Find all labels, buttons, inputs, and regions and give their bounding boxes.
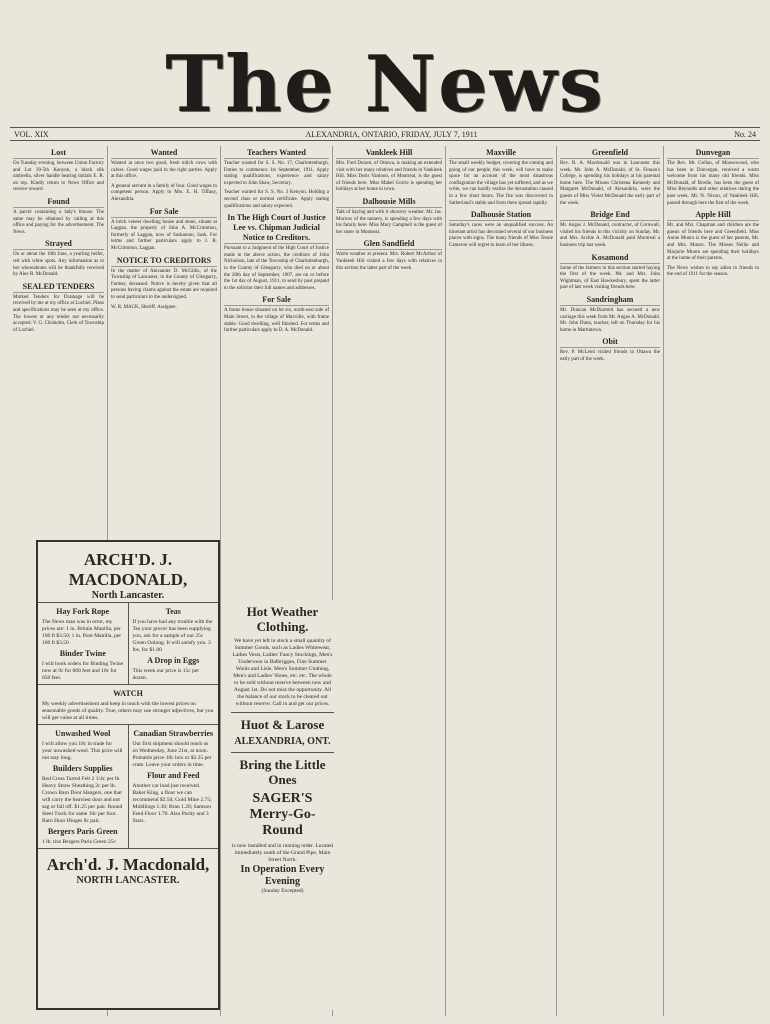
ad-heading-teas: Teas — [165, 607, 181, 616]
article-sandringham: Mr. Duncan McDiarmid has secured a new carriage this week from Mr. Angus A. McDonald. Mr. John Dunn, teacher, left on Thursday for his home in Martintown. — [560, 307, 660, 333]
ad-heading-bergers: Bergers Paris Green — [47, 827, 118, 836]
heading-apple-hill: Apple Hill — [667, 210, 759, 221]
ad-cell-rope — [38, 602, 128, 684]
article-found: A parcel containing a lady's blouse. The same may be obtained by calling at this office and paying for the advertisement. The News. — [13, 209, 104, 235]
place-date-label: ALEXANDRIA, ONTARIO, FRIDAY, JULY 7, 1911 — [305, 129, 478, 139]
ad-row-watch — [38, 684, 218, 724]
ad-subtitle: North Lancaster. — [91, 590, 165, 601]
ad-title: ARCH'D. J. MACDONALD, — [68, 550, 188, 589]
heading-for-sale: For Sale — [111, 207, 217, 218]
volume-label: VOL. XIX — [14, 129, 49, 139]
ad-text-twine: I will book orders for Binding Twine now at 9c for 600 feet and 10c for 650 feet. — [42, 661, 124, 681]
article-kosamond: Some of the farmers in this section started haying the first of the week. Mr. and Mrs. John Wightman, of East Hawkesbury, spent the latter part of last week visiting friends here. — [560, 265, 660, 291]
ad-text-teas: If you have had any trouble with the Tea your grocer has been supplying you, ask for a sample of our 25c Green Oolong. It will satisfy you. 3 lbs. for $1.00 — [132, 619, 213, 653]
ad-heading-flour: Flour and Feed — [147, 771, 200, 780]
heading-found: Found — [13, 197, 104, 208]
ad-text-bergers: 1 lb. tins Bergers Paris Green 25c — [42, 839, 116, 845]
closing-note: The News wishes to say adieu to friends in the end of 1911 for the season. — [667, 265, 759, 278]
ad-text-strawberries: Our first shipment should reach us on Wednesday, June 21st, at noon. Probable price 10c box or $2.25 per crate. Leave your orders in time. — [132, 741, 212, 768]
hot-text-weather: We have yet left in stock a small quantity of Summer Goods, such as Ladies Whitewear, Ladies Vests, Ladies' Fancy Stockings, Men's Underwear in Balbriggan, Fine Summer Wools and Lisle, Men's Summer Clothing, Men's and Ladies' Shoes, etc. etc. The whole to be sold without reserve between now and August 1st. Do not miss the opportunity. All the balance of our stock to be cleared out without reserve. Call in and get our prices. — [232, 638, 333, 707]
heading-wanted: Wanted — [111, 148, 217, 159]
hot-divider-2 — [231, 752, 334, 753]
hot-heading-firm: Huot & Larose — [240, 717, 325, 732]
heading-greenfield: Greenfield — [560, 148, 660, 159]
ad-heading-twine: Binder Twine — [59, 649, 106, 658]
article-wanted-2: A general servant in a family of four. Good wages to competent person. Apply to Mrs. E. H. Tiffany, Alexandria. — [111, 183, 217, 202]
article-bridge-end: Mr. Angus J. McDonald, contractor, of Cornwall, visited his friends in this vicinity on Sunday. Mr. and Mrs. Archie A. McDonald paid Montreal a business trip last week. — [560, 223, 660, 248]
heading-teachers-wanted: Teachers Wanted — [224, 148, 329, 159]
article-wanted: Wanted at once two good, fresh milch cows with calves. Good wages paid to the right parties. Apply at this office. — [111, 161, 217, 180]
heading-notice-to-creditors: NOTICE TO CREDITORS — [111, 256, 217, 267]
ad-cell-watch — [38, 684, 218, 724]
masthead-title: The News — [165, 39, 605, 130]
article-dalhousie-station: Saturday's races were an unqualified success. An itinerant artist has decorated several of our business places with signs. The many friends of Miss Tessie Cameron will regret to learn of her illness. — [449, 223, 553, 248]
heading-glen-sandfield: Glen Sandfield — [336, 239, 442, 250]
article-dunvegan: The Rev. Mr. Gollan, of Moosewood, who has been in Dunvegan, received a warm welcome from his many old friends. Miss McDonald, of Brodie, has been the guest of Miss Reynolds and other relatives during the past week. Mr. N. Nixon, of Vankleek Hill, passed through here the first of the week. — [667, 161, 759, 206]
ad-row-2 — [38, 724, 218, 848]
column-6 — [557, 146, 664, 1016]
ad-heading-wool: Unwashed Wool — [55, 729, 111, 738]
heading-strayed: Strayed — [13, 239, 104, 250]
ad-text-rope: The News man was in error, my prices are: 1 in. Britain Manilla, per 100 ft $3.50; 1 in. Pure Manilla, per 100 ft $3.50 — [42, 619, 122, 646]
article-maxville: The small weekly budget, covering the coming and going of our people, this week, will have to make space for an account of the most disastrous conflagration the village has yet suffered, and as we write, we can hardly realize the devastation caused in a few short hours. The fire was discovered in Sutherland's stable and from there spread rapidly. — [449, 161, 553, 206]
article-for-sale: A brick veneer dwelling house and stone, situate at Laggan, the property of John A. McCrimmon, formerly of Laggan, now of Saskatoon, Sask. For terms and further particulars apply to J. R. McCrimmon, Laggan. — [111, 219, 217, 251]
article-dalhousie-mills: Talk of haying and with it showery weather. Mr. Jas. Morrow of the tannery, is spending a few days with his family here. Miss Mary Campbell is the guest of her sister in Montreal. — [336, 209, 442, 235]
ad-cell-wool — [38, 724, 128, 848]
ad-text-eggs: This week our price is 15c per dozen. — [132, 668, 200, 681]
ad-row-1 — [38, 602, 218, 684]
ad-heading-watch: WATCH — [113, 689, 143, 698]
article-strayed: On or about the 10th June, a yearling heifer, red with white spots. Any information as to her whereabouts will be thankfully received by Alex R. McDonald. — [13, 252, 104, 278]
ad-text-builders: Red Cross Tarred Felt 2 1/4c per lb. Heavy Straw Sheathing 2c per lb. Crown Barn Door Hangers, one that will carry the heaviest door and not sag or fall off. $1.25 per pair. Round Steel Track for same 10c per foot. Barn Door Hinges 8c pair. — [42, 776, 123, 824]
article-for-sale-2: A frame house situated on lot six, north-east side of Main Street, in the village of Maxville, with frame stable. Good dwelling, well finished. For terms and further particulars apply to D. A. McDonald. — [224, 308, 329, 334]
ad-footer: Arch'd. J. Macdonald, — [38, 848, 218, 875]
hot-weather-advertisement — [231, 600, 334, 1010]
hot-heading-bring: Bring the Little Ones — [239, 757, 326, 787]
ad-cell-strawberries — [128, 724, 219, 848]
heading-bridge-end: Bridge End — [560, 210, 660, 221]
hot-operation-note: (Sunday Excepted) — [261, 888, 304, 894]
ad-cell-teas — [128, 602, 219, 684]
column-5 — [446, 146, 557, 1016]
heading-dalhousie-mills: Dalhousie Mills — [336, 197, 442, 208]
hot-firm-place: ALEXANDRIA, ONT. — [234, 736, 331, 747]
heading-obit: Obit — [560, 337, 660, 348]
heading-sealed-tenders: SEALED TENDERS — [13, 282, 104, 293]
article-teachers: Teacher wanted for S. S. No. 17, Charlottenburgh. Duties to commence 1st September, 1911. Apply stating qualifications, experience and salary expected to John Shaw, Secretary. — [224, 161, 329, 186]
ad-heading-builders: Builders Supplies — [52, 764, 113, 773]
hot-text-sager: is now installed and in running order. Located immediately south of the Grand Pipe, Main Street North. — [231, 843, 334, 863]
article-notice-to-creditors: In the matter of Alexander D. McGillis, of the Township of Lancaster, in the County of Glengarry, Farmer, deceased. Notice is hereby given that all persons having claims against the estate are required to send particulars to the undersigned. — [111, 268, 217, 300]
hot-heading-operation: In Operation Every Evening — [240, 864, 325, 887]
heading-dunvegan: Dunvegan — [667, 148, 759, 159]
column-4 — [333, 146, 446, 1016]
notice-signature: W. R. MACK, Sheriff. Assignee. — [111, 304, 177, 310]
article-sealed-tenders: Marked Tenders for Drainage will be received by me at my office at Lochiel. Plans and specifications may be seen at my office. The lowest or any tender not necessarily accepted. V. G. Chisholm, Clerk of Township of Lochiel. — [13, 294, 104, 333]
heading-lost: Lost — [13, 148, 104, 159]
ad-text-flour: Another car load just received. Baker King, a flour we can recommend $2.50; Gold Mine 2.75; Middlings 1.30; Bran 1.20; Samson Feed Flour 1.70. Also Purity and 3 Stars. — [132, 783, 212, 824]
article-vankleek-hill: Mrs. Fred Durant, of Ottawa, is making an extended visit with her many relatives and friends in Vankleek Hill. Miss Doris Vanloon, of Montreal, is the guest of friends here. Miss Mabel Gorrie is spending her holidays at her home in town. — [336, 161, 442, 193]
heading-kosamond: Kosamond — [560, 253, 660, 264]
column-7 — [664, 146, 762, 1016]
article-glen-sandfield: Warm weather at present. Mrs. Robert McArthur of Vankleek Hill visited a few days with relatives in this section the latter part of the week. — [336, 252, 442, 271]
heading-vankleek-hill: Vankleek Hill — [336, 148, 442, 159]
heading-dalhousie-station: Dalhousie Station — [449, 210, 553, 221]
article-apple-hill: Mr. and Mrs. Chapman and children are the guests of friends here and Greenfield. Miss Annie Munro is the guest of her parents, Mr. and Mrs. Munro. The Misses Nellie and Marjorie Munro are spending their holidays at the home of their parents. — [667, 223, 759, 262]
article-high-court: Pursuant to a Judgment of the High Court of Justice made in the above action, the creditors of John Nicholson, late of the Township of Charlottenburgh, in the County of Glengarry, who died on or about the 20th day of September, 1907, are on or before the 1st day of August, 1911, to send by post prepaid to the solicitor their full names and addresses. — [224, 246, 329, 291]
article-greenfield: Rev. R. A. Macdonald was in Lancaster this week. Mr. John A. McDonald, of St. Finnan's College, is spending his holidays at his parental home here. The Misses Christena Kennedy and Margaret McDonald, of Alexandria, were the guests of Miss Violet McDonald the early part of the week. — [560, 161, 660, 206]
issue-number: No. 24 — [734, 129, 756, 139]
ad-footer-sub: NORTH LANCASTER. — [76, 875, 180, 886]
hot-heading-sager: SAGER'S Merry-Go-Round — [249, 791, 316, 838]
ad-heading-rope: Hay Fork Rope — [56, 607, 110, 616]
article-obit: Rev. P. McLeod visited friends in Ottawa the early part of the week. — [560, 350, 660, 362]
ad-heading-strawberries: Canadian Strawberries — [133, 729, 214, 738]
heading-sandringham: Sandringham — [560, 295, 660, 306]
hot-heading-weather: Hot Weather Clothing. — [246, 604, 319, 634]
article-teachers-2: Teacher wanted for S. S. No. 3 Kenyon. Holding a second class or normal certificate. Apply stating qualifications and salary expected. — [224, 190, 329, 209]
article-lost: On Tuesday evening, between Union Factory and Lot 39-5th Kenyon, a black silk umbrella, silver handle bearing initials E. R. on top. Kindly return to News Office and receive reward. — [13, 161, 104, 193]
heading-high-court: In The High Court of Justice Lee vs. Chipman Judicial Notice to Creditors. — [224, 213, 329, 244]
ad-heading-eggs: A Drop in Eggs — [147, 656, 200, 665]
macdonald-advertisement — [36, 540, 220, 1010]
dateline — [10, 127, 760, 141]
ad-text-watch: My weekly advertisement and keep in touch with the lowest prices on seasonable goods of quality. True, others may use stronger adjectives, but you will get value at all times. — [42, 701, 214, 721]
ad-text-wool: I will allow you 18c in trade for your unwashed wool. This price will not stay long. — [42, 741, 123, 761]
heading-for-sale-2: For Sale — [224, 295, 329, 306]
hot-divider-1 — [231, 712, 334, 713]
heading-maxville: Maxville — [449, 148, 553, 159]
